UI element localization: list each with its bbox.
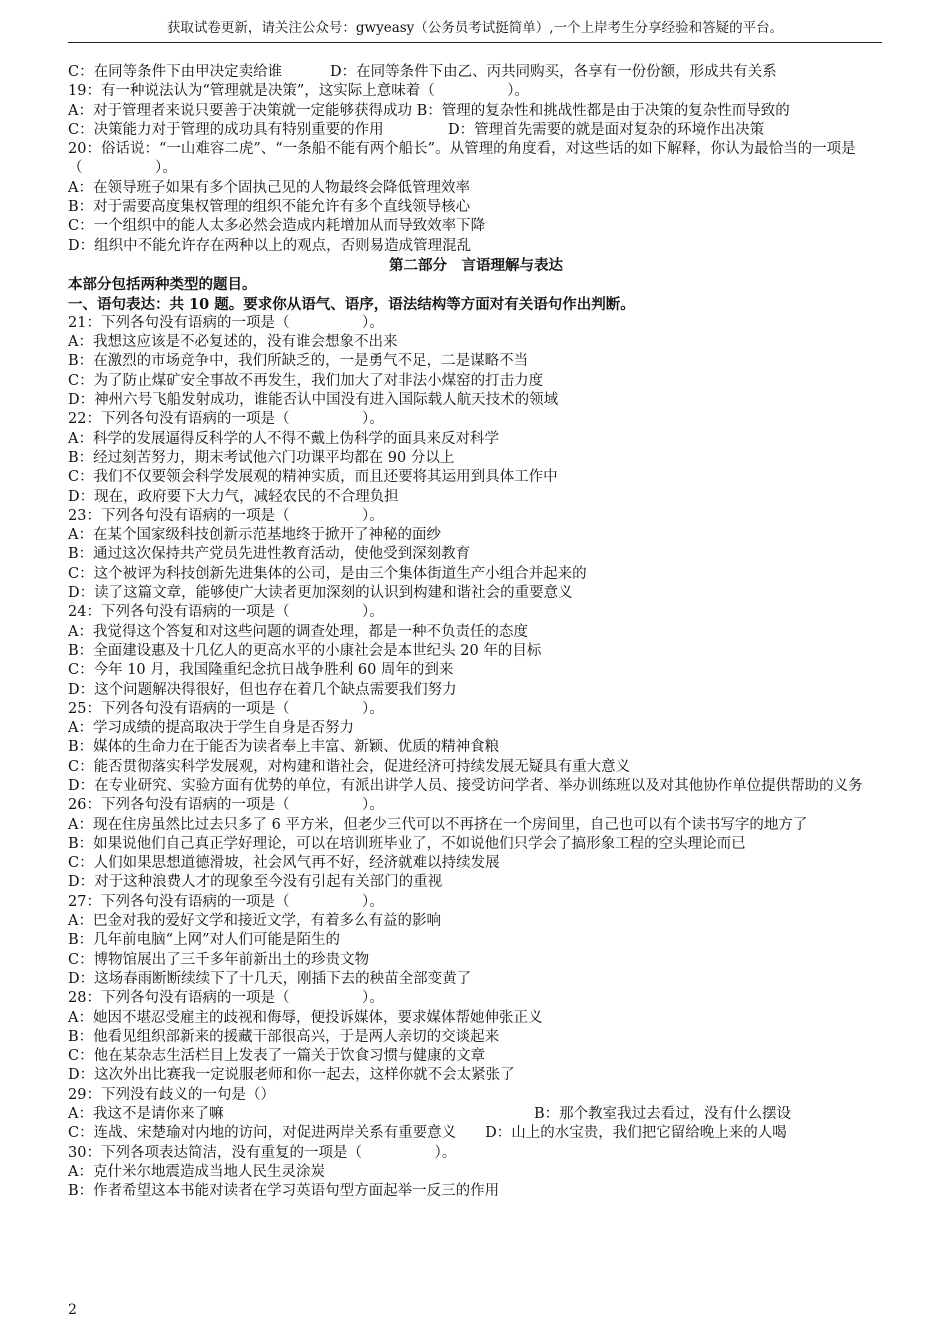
- option-text: A：我这不是请你来了嘛: [68, 1106, 224, 1123]
- option-text: B：作者希望这本书能对读者在学习英语句型方面起举一反三的作用: [68, 1183, 500, 1200]
- option-text: A：学习成绩的提高取决于学生自身是否努力: [68, 720, 354, 737]
- question-stem: 23：下列各句没有语病的一项是（ ）。: [68, 507, 384, 524]
- option-text: C：这个被评为科技创新先进集体的公司，是由三个集体街道生产小组合并起来的: [68, 565, 587, 582]
- section-instructions: 一、语句表达：共 10 题。要求你从语气、语序，语法结构等方面对有关语句作出判断。: [68, 295, 635, 313]
- option-text: B：他看见组织部新来的援藏干部很高兴，于是两人亲切的交谈起来: [68, 1028, 500, 1045]
- question-stem: 28：下列各句没有语病的一项是（ ）。: [68, 990, 384, 1007]
- option-text: A：克什米尔地震造成当地人民生灵涂炭: [68, 1163, 325, 1180]
- option-text: B：那个教室我过去看过，没有什么摆设: [534, 1106, 792, 1123]
- option-text: D：在同等条件下由乙、丙共同购买，各享有一份份额，形成共有关系: [330, 64, 777, 80]
- question-stem: 24：下列各句没有语病的一项是（ ）。: [68, 604, 384, 621]
- option-text: C：决策能力对于管理的成功具有特别重要的作用: [68, 121, 384, 138]
- option-text: C：一个组织中的能人太多必然会造成内耗增加从而导致效率下降: [68, 218, 486, 235]
- option-text: C：今年 10 月，我国隆重纪念抗日战争胜利 60 周年的到来: [68, 662, 454, 679]
- option-text: B：通过这次保持共产党员先进性教育活动，使他受到深刻教育: [68, 546, 471, 563]
- option-text: B：如果说他们自己真正学好理论，可以在培训班毕业了，不如说他们只学会了搞形象工程的空头理论而已: [68, 835, 746, 852]
- question-stem: 26：下列各句没有语病的一项是（ ）。: [68, 797, 384, 814]
- option-text: A：在某个国家级科技创新示范基地终于掀开了神秘的面纱: [68, 527, 441, 544]
- header-divider: [68, 42, 882, 43]
- option-text: C：连战、宋楚瑜对内地的访问，对促进两岸关系有重要意义 D：山上的水宝贵，我们把它留给晚上来的人喝: [68, 1125, 787, 1142]
- option-text: C：人们如果思想道德滑坡，社会风气再不好，经济就难以持续发展: [68, 855, 500, 872]
- option-text: A：现在住房虽然比过去只多了 6 平方米，但老少三代可以不再挤在一个房间里，自己也可以有个读书写字的地方了: [68, 816, 808, 833]
- option-row: [68, 63, 884, 82]
- option-text: C：在同等条件下由甲决定卖给谁: [68, 64, 283, 80]
- option-text: D：在专业研究、实验方面有优势的单位，有派出讲学人员、接受访问学者、举办训练班以及对其他协作单位提供帮助的义务: [68, 777, 863, 794]
- option-text: D：现在，政府要下大力气，减轻农民的不合理负担: [68, 488, 399, 505]
- option-row: [68, 121, 884, 140]
- option-text: B：全面建设惠及十几亿人的更高水平的小康社会是本世纪头 20 年的目标: [68, 642, 542, 659]
- option-text: A：科学的发展逼得反科学的人不得不戴上伪科学的面具来反对科学: [68, 430, 499, 447]
- option-text: D：组织中不能允许存在两种以上的观点，否则易造成管理混乱: [68, 237, 472, 254]
- question-stem: 25：下列各句没有语病的一项是（ ）。: [68, 700, 384, 717]
- option-row: [68, 1105, 884, 1124]
- option-text: A：我觉得这个答复和对这些问题的调查处理，都是一种不负责任的态度: [68, 623, 528, 640]
- question-stem: 29：下列没有歧义的一句是（）: [68, 1086, 275, 1103]
- question-stem: 27：下列各句没有语病的一项是（ ）。: [68, 893, 384, 910]
- page-number: 2: [68, 1302, 77, 1318]
- option-text: C：能否贯彻落实科学发展观，对构建和谐社会，促进经济可持续发展无疑具有重大意义: [68, 758, 631, 775]
- option-text: B：几年前电脑“上网”对人们可能是陌生的: [68, 932, 340, 949]
- section-title: 第二部分 言语理解与表达: [389, 256, 563, 274]
- option-text: D：这次外出比赛我一定说服老师和你一起去，这样你就不会太紧张了: [68, 1067, 515, 1084]
- option-text: D：这场春雨断断续续下了十几天，刚插下去的秧苗全部变黄了: [68, 970, 472, 987]
- question-stem: 21：下列各句没有语病的一项是（ ）。: [68, 314, 384, 331]
- option-text: D：神州六号飞船发射成功，谁能否认中国没有进入国际载人航天技术的领域: [68, 392, 559, 409]
- option-text: B：经过刻苦努力，期末考试他六门功课平均都在 90 分以上: [68, 449, 455, 466]
- option-text: C：为了防止煤矿安全事故不再发生，我们加大了对非法小煤窑的打击力度: [68, 372, 544, 389]
- option-text: A：她因不堪忍受雇主的歧视和侮辱，便投诉媒体，要求媒体帮她伸张正义: [68, 1009, 543, 1026]
- option-text: D：读了这篇文章，能够使广大读者更加深刻的认识到构建和谐社会的重要意义: [68, 585, 573, 602]
- question-stem: 30：下列各项表达简洁，没有重复的一项是（ ）。: [68, 1144, 457, 1161]
- option-text: D：对于这种浪费人才的现象至今没有引起有关部门的重视: [68, 874, 443, 891]
- document-body: [68, 63, 884, 1202]
- option-text: C：他在某杂志生活栏目上发表了一篇关于饮食习惯与健康的文章: [68, 1048, 486, 1065]
- question-stem: 22：下列各句没有语病的一项是（ ）。: [68, 411, 384, 428]
- option-text: A：我想这应该是不必复述的，没有谁会想象不出来: [68, 334, 398, 351]
- option-text: A：巴金对我的爱好文学和接近文学，有着多么有益的影响: [68, 913, 441, 930]
- option-text: B：在激烈的市场竞争中，我们所缺乏的，一是勇气不足，二是谋略不当: [68, 353, 529, 370]
- option-text: C：我们不仅要领会科学发展观的精神实质，而且还要将其运用到具体工作中: [68, 469, 558, 486]
- option-text: A：对于管理者来说只要善于决策就一定能够获得成功 B：管理的复杂性和挑战性都是由于决策的复杂性而导致的: [68, 102, 790, 119]
- question-stem: 20：俗话说：“一山难容二虎”、“一条船不能有两个船长”。从管理的角度看，对这些话的如下解释，你认为最恰当的一项是（ ）。: [68, 141, 856, 177]
- section-intro: 本部分包括两种类型的题目。: [68, 276, 257, 294]
- question-stem: 19：有一种说法认为“管理就是决策”，这实际上意味着（ ）。: [68, 83, 530, 100]
- option-text: B：对于需要高度集权管理的组织不能允许有多个直线领导核心: [68, 199, 471, 216]
- option-text: D：管理首先需要的就是面对复杂的环境作出决策: [448, 121, 765, 138]
- option-text: A：在领导班子如果有多个固执己见的人物最终会降低管理效率: [68, 179, 470, 196]
- page-header: 获取试卷更新，请关注公众号：gwyeasy（公务员考试挺简单）,一个上岸考生分享经验和答疑的平台。: [166, 20, 784, 36]
- option-text: B：媒体的生命力在于能否为读者奉上丰富、新颖、优质的精神食粮: [68, 739, 500, 756]
- option-text: C：博物馆展出了三千多年前新出土的珍贵文物: [68, 951, 370, 968]
- option-text: D：这个问题解决得很好，但也存在着几个缺点需要我们努力: [68, 681, 457, 698]
